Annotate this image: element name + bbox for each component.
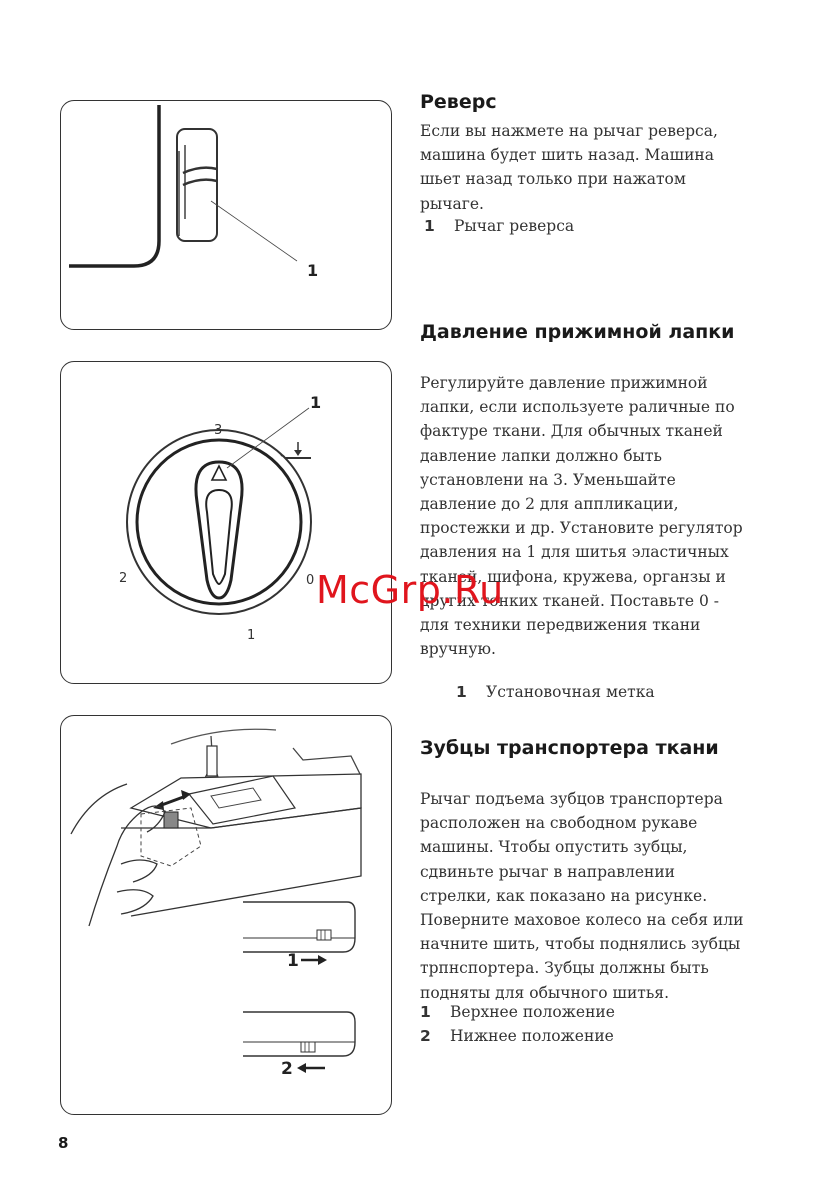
reverse-lever-illustration	[61, 101, 391, 329]
reverse-heading: Реверс	[420, 91, 497, 113]
figure-feed-dog-lever	[60, 715, 392, 1115]
presser-foot-icon	[281, 442, 311, 458]
dial-label-1: 1	[247, 628, 256, 643]
feed-legend-item-up	[420, 1003, 615, 1021]
feed-dog-illustration	[61, 716, 391, 1114]
reverse-callout-label: 1	[307, 261, 319, 280]
legend-number: 2	[420, 1027, 431, 1045]
reverse-legend-item	[424, 217, 574, 235]
feed-label-up: 1	[287, 951, 299, 971]
pressure-text: Регулируйте давление прижимной лапки, если используете раличные по фактуре ткани. Для обычных тканей давление лапки должно быть установлени на 3. Уменьшайте давление до 2 для аппликации, простежки и др. Установите регулятор давления на 1 для шитья эластичных тканей, шифона, кружева, органзы и других тонких тканей. Поставьте 0 - для техники передвижения ткани вручную.	[420, 374, 743, 659]
watermark: McGrp.Ru	[316, 568, 504, 612]
legend-label: Нижнее положение	[450, 1027, 614, 1045]
legend-number: 1	[420, 1003, 431, 1021]
dial-label-2: 2	[119, 571, 128, 586]
reverse-text: Если вы нажмете на рычаг реверса, машина будет шить назад. Машина шьет назад только при нажатом рычаге.	[420, 122, 718, 213]
feed-legend-item-down	[420, 1027, 614, 1045]
legend-label: Установочная метка	[486, 683, 655, 701]
feed-label-down: 2	[281, 1059, 293, 1079]
feed-heading: Зубцы транспортера ткани	[420, 737, 719, 759]
page-number: 8	[58, 1134, 69, 1152]
figure-pressure-dial	[60, 361, 392, 684]
pressure-legend-item	[456, 683, 655, 701]
pressure-callout-label: 1	[310, 393, 322, 412]
dial-label-3: 3	[214, 423, 223, 438]
figure-reverse-lever	[60, 100, 392, 330]
legend-label: Верхнее положение	[450, 1003, 615, 1021]
legend-number: 1	[424, 217, 435, 235]
legend-number: 1	[456, 683, 467, 701]
legend-label: Рычаг реверса	[454, 217, 575, 235]
pressure-dial-illustration	[61, 362, 391, 683]
pressure-heading: Давление прижимной лапки	[420, 321, 735, 343]
dial-label-0: 0	[306, 573, 315, 588]
feed-text: Рычаг подъема зубцов транспортера расположен на свободном рукаве машины. Чтобы опустить зубцы, сдвиньте рычаг в направлении стрелки, как показано на рисунке. Поверните маховое колесо на себя или начните шить, чтобы поднялись зубцы трпнспортера. Зубцы должны быть подняты для обычного шитья.	[420, 790, 744, 1002]
